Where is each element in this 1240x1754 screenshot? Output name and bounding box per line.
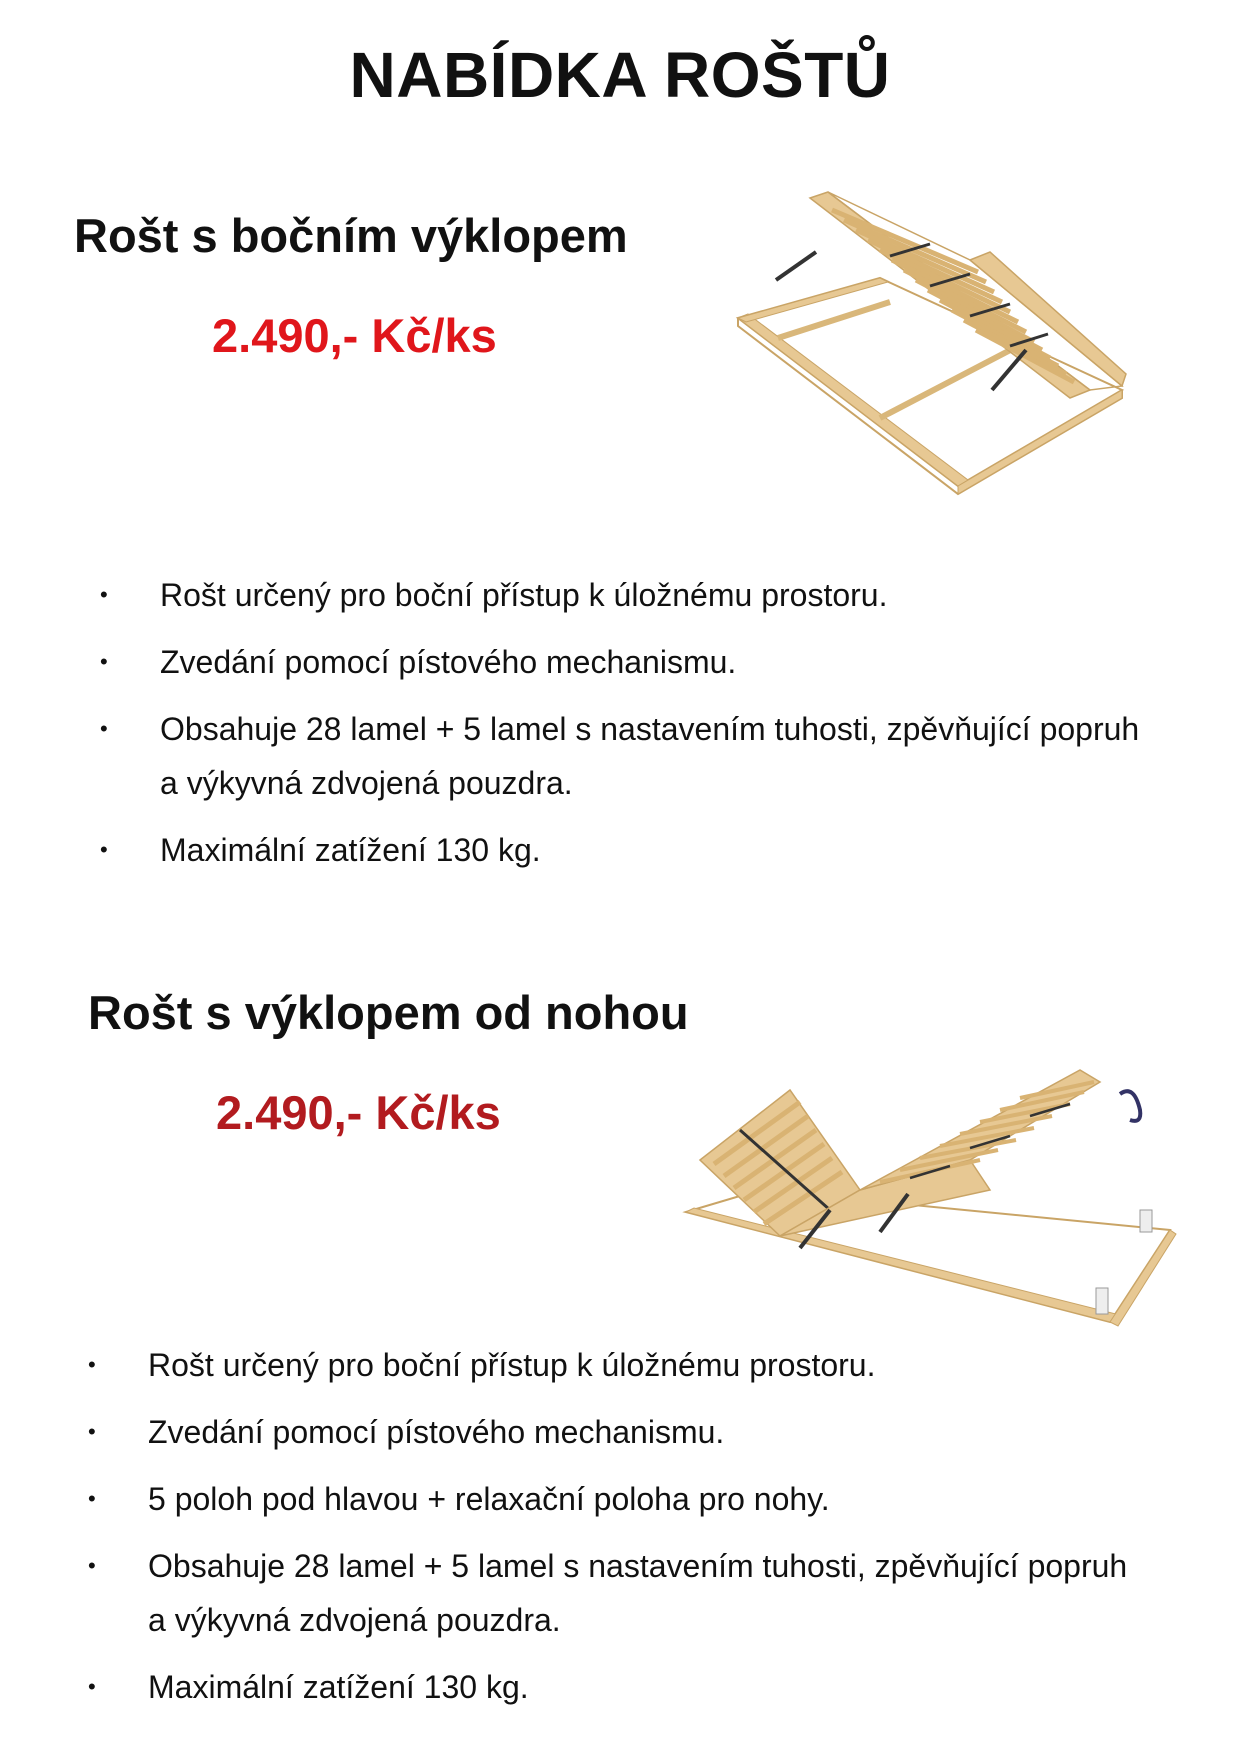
list-item: • Maximální zatížení 130 kg.: [88, 1669, 529, 1705]
list-item: • Obsahuje 28 lamel + 5 lamel s nastavením tuhosti, zpěvňující popruh a výkyvná zdvojená pouzdra.: [88, 1548, 1128, 1638]
list-item: • 5 poloh pod hlavou + relaxační poloha pro nohy.: [88, 1481, 830, 1517]
page-title: NABÍDKA ROŠTŮ: [349, 39, 891, 111]
product-price: 2.490,- Kč/ks: [212, 309, 497, 362]
list-item: • Maximální zatížení 130 kg.: [100, 832, 541, 868]
feature-list: [88, 1338, 1148, 1727]
product-price: 2.490,- Kč/ks: [216, 1086, 501, 1139]
feature-list: [100, 568, 1140, 890]
list-item: • Zvedání pomocí pístového mechanismu.: [88, 1414, 725, 1450]
list-item: • Rošt určený pro boční přístup k úložnému prostoru.: [88, 1347, 876, 1383]
foot-tilt-slatted-frame-illustration-icon: [680, 1060, 1190, 1350]
product-name: Rošt s výklopem od nohou: [88, 986, 689, 1039]
side-tilt-slatted-frame-illustration-icon: [730, 190, 1130, 500]
list-item: • Obsahuje 28 lamel + 5 lamel s nastavením tuhosti, zpěvňující popruh a výkyvná zdvojená pouzdra.: [100, 711, 1140, 801]
product-name: Rošt s bočním výklopem: [74, 209, 628, 262]
list-item: • Rošt určený pro boční přístup k úložnému prostoru.: [100, 577, 888, 613]
list-item: • Zvedání pomocí pístového mechanismu.: [100, 644, 737, 680]
